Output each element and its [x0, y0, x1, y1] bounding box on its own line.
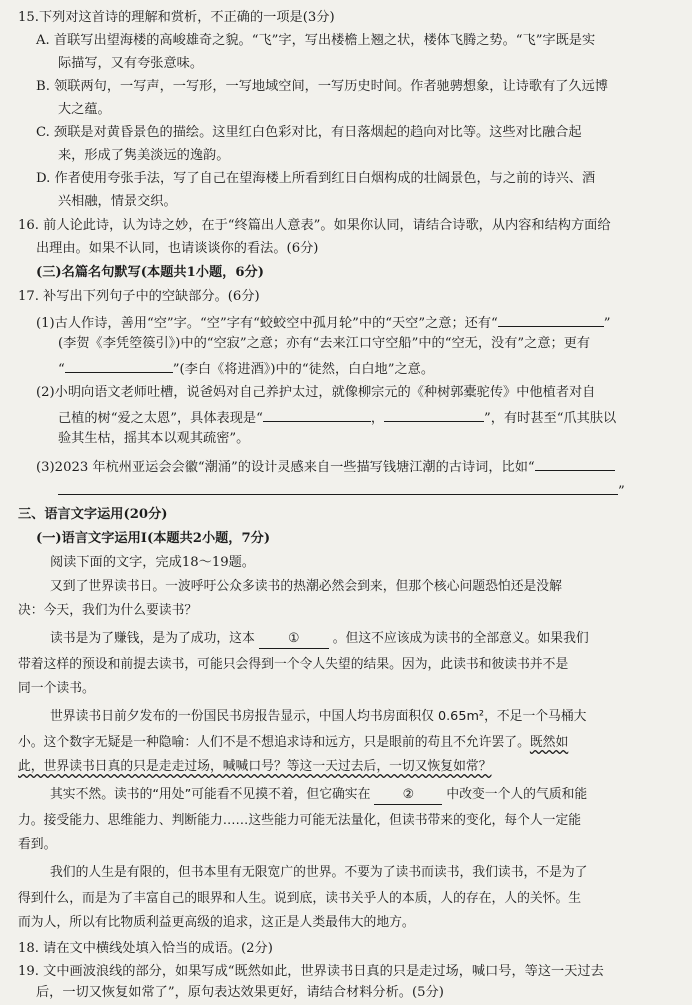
q15-option-b-line1: B. 领联两句，一写声，一写形，一写地域空间，一写历史时间。作者驰骋想象，让诗歌有了久远博	[36, 79, 608, 94]
part3-title: 三、语言文字运用(20分)	[18, 507, 168, 522]
q17-part3-line2	[58, 480, 625, 501]
passage-p5-line2: 得到什么，而是为了丰富自己的眼界和人生。说到底，读书关乎人的本质，人的存在，人的关怀。生	[18, 891, 582, 906]
q17-stem: 17. 补写出下列句子中的空缺部分。(6分)	[18, 289, 260, 304]
q17-blank-5[interactable]	[535, 456, 615, 471]
q17-part1-line3-text: ”(李白《将进酒》)中的“徒然，白白地”之意。	[172, 362, 435, 377]
q19-line2: 后，一切又恢复如常了”，原句表达效果更好，请结合材料分析。(5分)	[36, 985, 444, 1000]
q16-line2: 出理由。如果不认同，也请谈谈你的看法。(6分)	[36, 241, 319, 256]
passage-p5-line1: 我们的人生是有限的，但书本里有无限宽广的世界。不要为了读书而读书，我们读书，不是为了	[50, 865, 588, 880]
q17-blank-6[interactable]	[58, 480, 618, 495]
q17-part2-line2-text: 己植的树“爱之太恩”，具体表现是“	[58, 411, 263, 426]
q17-part1-line2: (李贺《李凭箜篌引》)中的“空寂”之意；亦有“去来江口守空船”中的“空无，没有”之意；更有	[58, 336, 591, 351]
q15-option-d-line1: D. 作者使用夸张手法，写了自己在望海楼上所看到红日白烟构成的壮阔景色，与之前的诗兴、酒	[36, 171, 596, 186]
passage-p4-line1-text: 其实不然。读书的“用处”可能看不见摸不着，但它确实在	[50, 787, 371, 802]
passage-p1-line1: 又到了世界读书日。一波呼吁公众多读书的热潮必然会到来，但那个核心问题恐怕还是没解	[50, 579, 562, 594]
q15-option-a-line1: A. 首联写出望海楼的高峻雄奇之貌。“飞”字，写出楼檐上翘之状，楼体飞腾之势。“飞”字既是实	[36, 33, 596, 48]
q17-blank-4[interactable]	[384, 407, 484, 422]
passage-blank-2-label: ②	[402, 787, 415, 802]
q15-option-d-line2: 兴相融，情景交织。	[58, 194, 177, 209]
q17-part1-line1-text: (1)古人作诗，善用“空”字。“空”字有“蛟蛟空中孤月轮”中的“天空”之意；还有“	[36, 316, 498, 331]
q17-blank-1[interactable]	[498, 312, 604, 327]
q17-part2-line2	[58, 407, 616, 428]
q17-part3-line2-close: ”	[618, 484, 625, 499]
part3-intro: 阅读下面的文字，完成18～19题。	[50, 555, 255, 570]
passage-blank-2[interactable]	[374, 786, 442, 805]
passage-p2-line2: 带着这样的预设和前提去读书，可能只会得到一个令人失望的结果。因为，此读书和彼读书并不是	[18, 657, 569, 672]
passage-p2-line3: 同一个读书。	[18, 681, 95, 696]
q17-part2-line1: (2)小明向语文老师吐槽，说爸妈对自己养护太过，就像柳宗元的《种树郭橐驼传》中他植者对自	[36, 385, 596, 400]
passage-p4-line1	[50, 786, 587, 805]
passage-blank-1[interactable]	[259, 630, 329, 649]
passage-p2-line1	[50, 630, 589, 649]
q19-line1: 19. 文中画波浪线的部分，如果写成“既然如此，世界读书日真的只是走过场，喊口号，等这一天过去	[18, 964, 604, 979]
q17-part3-line1-text: (3)2023 年杭州亚运会会徽“潮涌”的设计灵感来自一些描写钱塘江潮的古诗词，比如“	[36, 460, 535, 475]
passage-p2-line1-text: 读书是为了赚钱，是为了成功，这本	[50, 631, 255, 646]
q16-line1: 16. 前人论此诗，认为诗之妙，在于“终篇出人意表”。如果你认同，请结合诗歌，从内容和结构方面给	[18, 218, 611, 233]
q17-part1-line3	[58, 358, 434, 379]
q15-stem: 15.下列对这首诗的理解和赏析，不正确的一项是(3分)	[18, 10, 335, 25]
passage-p4-line3: 看到。	[18, 837, 57, 852]
q17-part2-line2-tail: ”，有时甚至“爪其肤以	[484, 411, 617, 426]
passage-p3-line1: 世界读书日前夕发布的一份国民书房报告显示，中国人均书房面积仅 0.65m²，不足一个马桶大	[50, 709, 587, 724]
q18-text: 18. 请在文中横线处填入恰当的成语。(2分)	[18, 941, 273, 956]
q17-part1-line3-open: “	[58, 362, 65, 377]
q17-part1-line1	[36, 312, 611, 333]
passage-wavy-part1: 既然如	[529, 735, 569, 750]
passage-p2-line1-tail: 。但这不应该成为读书的全部意义。如果我们	[332, 631, 589, 646]
q17-part2-line3: 验其生枯，摇其本以观其疏密”。	[58, 431, 250, 446]
passage-p3-line3	[18, 758, 491, 776]
passage-p3-line2	[18, 734, 568, 752]
passage-p4-line2: 力。接受能力、思维能力、判断能力……这些能力可能无法量化，但读书带来的变化，每个人一定能	[18, 813, 582, 828]
passage-p1-line2: 决：今天，我们为什么要读书？	[18, 603, 198, 618]
q17-part1-line1-close: ”	[603, 316, 611, 331]
passage-blank-1-label: ①	[288, 631, 300, 646]
passage-p3-line2-text: 小。这个数字无疑是一种隐喻：人们不是不想追求诗和远方，只是眼前的苟且不允许罢了。	[18, 735, 530, 750]
section3-title: (三)名篇名句默写(本题共1小题，6分)	[36, 265, 264, 280]
q15-option-c-line2: 来，形成了隽美淡远的逸韵。	[58, 148, 230, 163]
passage-p4-line1-tail: 中改变一个人的气质和能	[446, 787, 588, 802]
passage-wavy-part2: 此，世界读书日真的只是走走过场，喊喊口号？等这一天过去后，一切又恢复如常？	[18, 759, 492, 774]
q17-blank-2[interactable]	[65, 358, 173, 373]
q17-part2-line2-comma: ，	[370, 411, 385, 426]
passage-p5-line3: 而为人，所以有比物质利益更高级的追求，这正是人类最伟大的地方。	[18, 915, 415, 930]
q15-option-b-line2: 大之蕴。	[58, 102, 111, 117]
q15-option-c-line1: C. 颈联是对黄昏景色的描绘。这里红白色彩对比，有日落烟起的趋向对比等。这些对比融合起	[36, 125, 582, 140]
q15-option-a-line2: 际描写，又有夸张意味。	[58, 56, 204, 71]
q17-blank-3[interactable]	[263, 407, 371, 422]
q17-part3-line1	[36, 456, 615, 477]
part3-sub-title: (一)语言文字运用Ⅰ(本题共2小题，7分)	[36, 531, 271, 546]
